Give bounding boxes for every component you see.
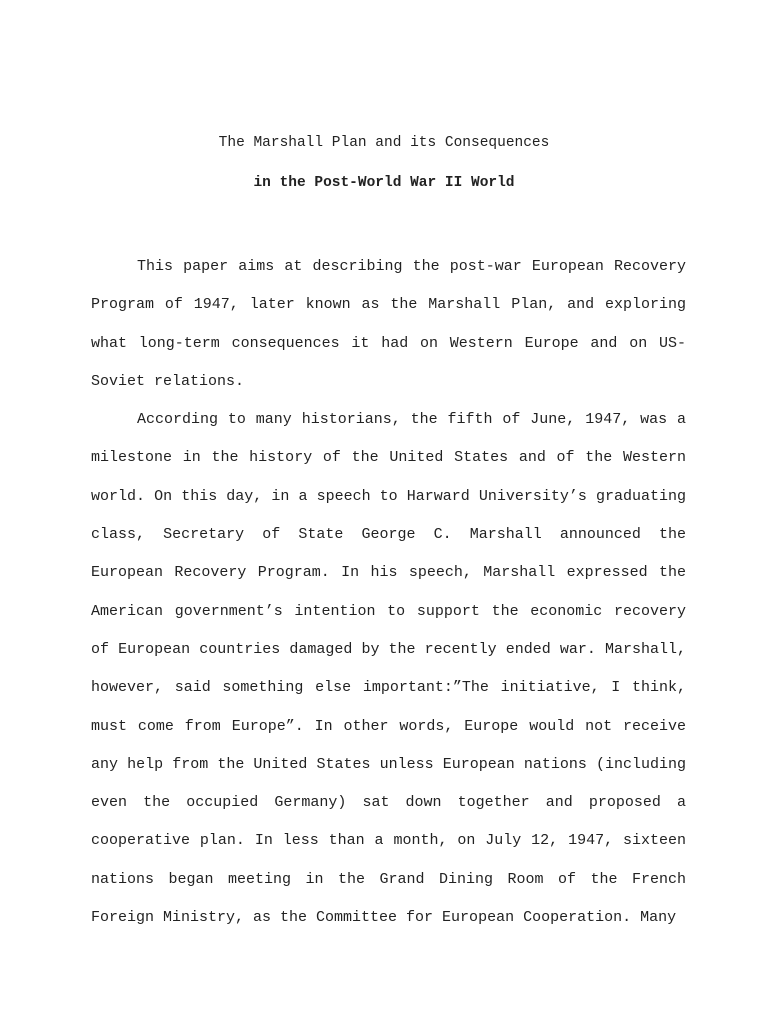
document-body [91,248,686,937]
document-title: The Marshall Plan and its Consequences [218,135,550,151]
document-subtitle: in the Post-World War II World [253,175,515,191]
paragraph-intro: This paper aims at describing the post-war European Recovery Program of 1947, later known as the Marshall Plan, and exploring what long-term consequences it had on Western Europe and on US-Soviet relations. [91,258,686,390]
paragraph-history: According to many historians, the fifth of June, 1947, was a milestone in the history of the United States and of the Western world. On this day, in a speech to Harward University’s graduating class, Secretary of State George C. Marshall announced the European Recovery Program. In his speech, Marshall expressed the American government’s intention to support the economic recovery of European countries damaged by the recently ended war. Marshall, however, said something else important:”The initiative, I think, must come from Europe”. In other words, Europe would not receive any help from the United States unless European nations (including even the occupied Germany) sat down together and proposed a cooperative plan. In less than a month, on July 12, 1947, sixteen nations began meeting in the Grand Dining Room of the French Foreign Ministry, as the Committee for European Cooperation. Many [91,411,686,927]
